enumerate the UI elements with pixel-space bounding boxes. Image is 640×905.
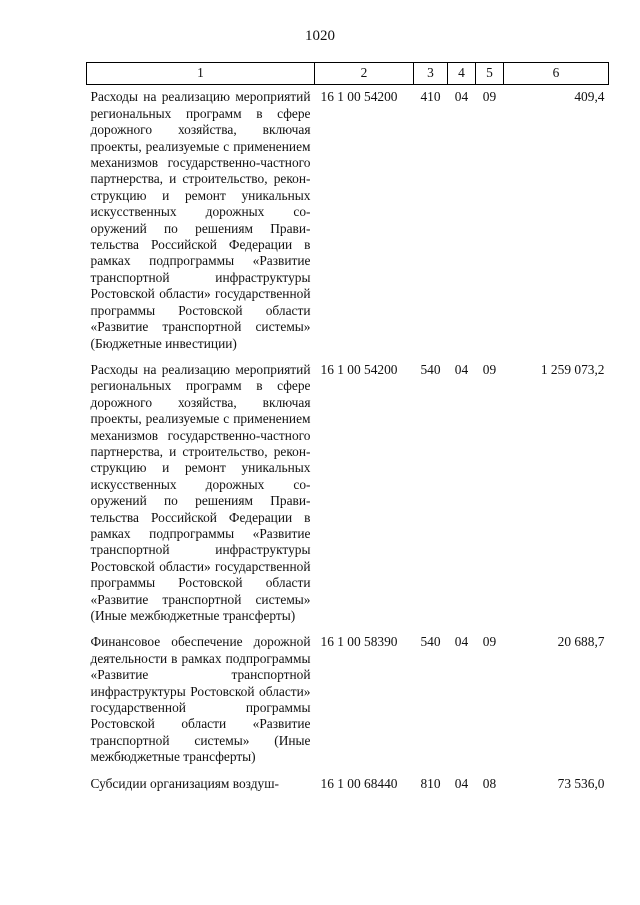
column-header-6: 6 (504, 63, 609, 85)
column-header-2: 2 (315, 63, 414, 85)
row-section: 04 (454, 634, 469, 650)
row-expense-type: 540 (420, 634, 441, 650)
row-subsection: 08 (482, 775, 497, 791)
page-number: 1020 (305, 28, 335, 44)
column-header-3: 3 (414, 63, 448, 85)
row-target-code: 16 1 00 54200 (320, 361, 398, 377)
row-subsection: 09 (482, 361, 497, 377)
row-expense-type: 810 (420, 775, 441, 791)
row-subsection: 09 (482, 634, 497, 650)
column-header-1: 1 (87, 63, 315, 85)
budget-table (86, 62, 609, 798)
row-amount: 73 536,0 (557, 775, 605, 791)
table-row (87, 85, 609, 358)
row-amount: 1 259 073,2 (540, 361, 605, 377)
row-description: Расходы на реализацию мероприятий региональных программ в сфере дорожного хозяйства, включая проекты, реализуемые с применением механизмов государственно-частного партнерства, и строительство, реконструкцию и ремонт уникальных искусственных дорожных сооружений по решениям Правительства Российской Федерации в рамках подпрограммы «Развитие транспортной инфраструктуры Ростовской области» государственной программы Ростовской области «Развитие транспортной системы» (Бюджетные инвестиции) (90, 89, 311, 351)
row-subsection: 09 (482, 89, 497, 105)
row-target-code: 16 1 00 68440 (320, 775, 398, 791)
row-amount: 20 688,7 (557, 634, 605, 650)
row-expense-type: 540 (420, 361, 441, 377)
row-target-code: 16 1 00 54200 (320, 89, 398, 105)
table-row (87, 772, 609, 798)
table-row (87, 630, 609, 771)
column-header-5: 5 (476, 63, 504, 85)
row-section: 04 (454, 361, 469, 377)
row-section: 04 (454, 775, 469, 791)
column-header-4: 4 (448, 63, 476, 85)
table-header-row (87, 63, 609, 85)
row-description: Субсидии организациям воздуш- (90, 775, 279, 791)
table-row (87, 358, 609, 631)
row-amount: 409,4 (574, 89, 605, 105)
row-description: Финансовое обеспечение дорожной деятельности в рамках подпрограммы «Развитие транспортной инфраструктуры Ростовской области» государственной программы Ростовской области «Развитие транспортной системы» (Иные межбюджетные трансферты) (90, 634, 311, 765)
row-target-code: 16 1 00 58390 (320, 634, 398, 650)
row-expense-type: 410 (420, 89, 441, 105)
row-description: Расходы на реализацию мероприятий региональных программ в сфере дорожного хозяйства, включая проекты, реализуемые с применением механизмов государственно-частного партнерства, и строительство, реконструкцию и ремонт уникальных искусственных дорожных сооружений по решениям Правительства Российской Федерации в рамках подпрограммы «Развитие транспортной инфраструктуры Ростовской области» государственной программы Ростовской области «Развитие транспортной системы» (Иные межбюджетные трансферты) (90, 361, 311, 623)
row-section: 04 (454, 89, 469, 105)
